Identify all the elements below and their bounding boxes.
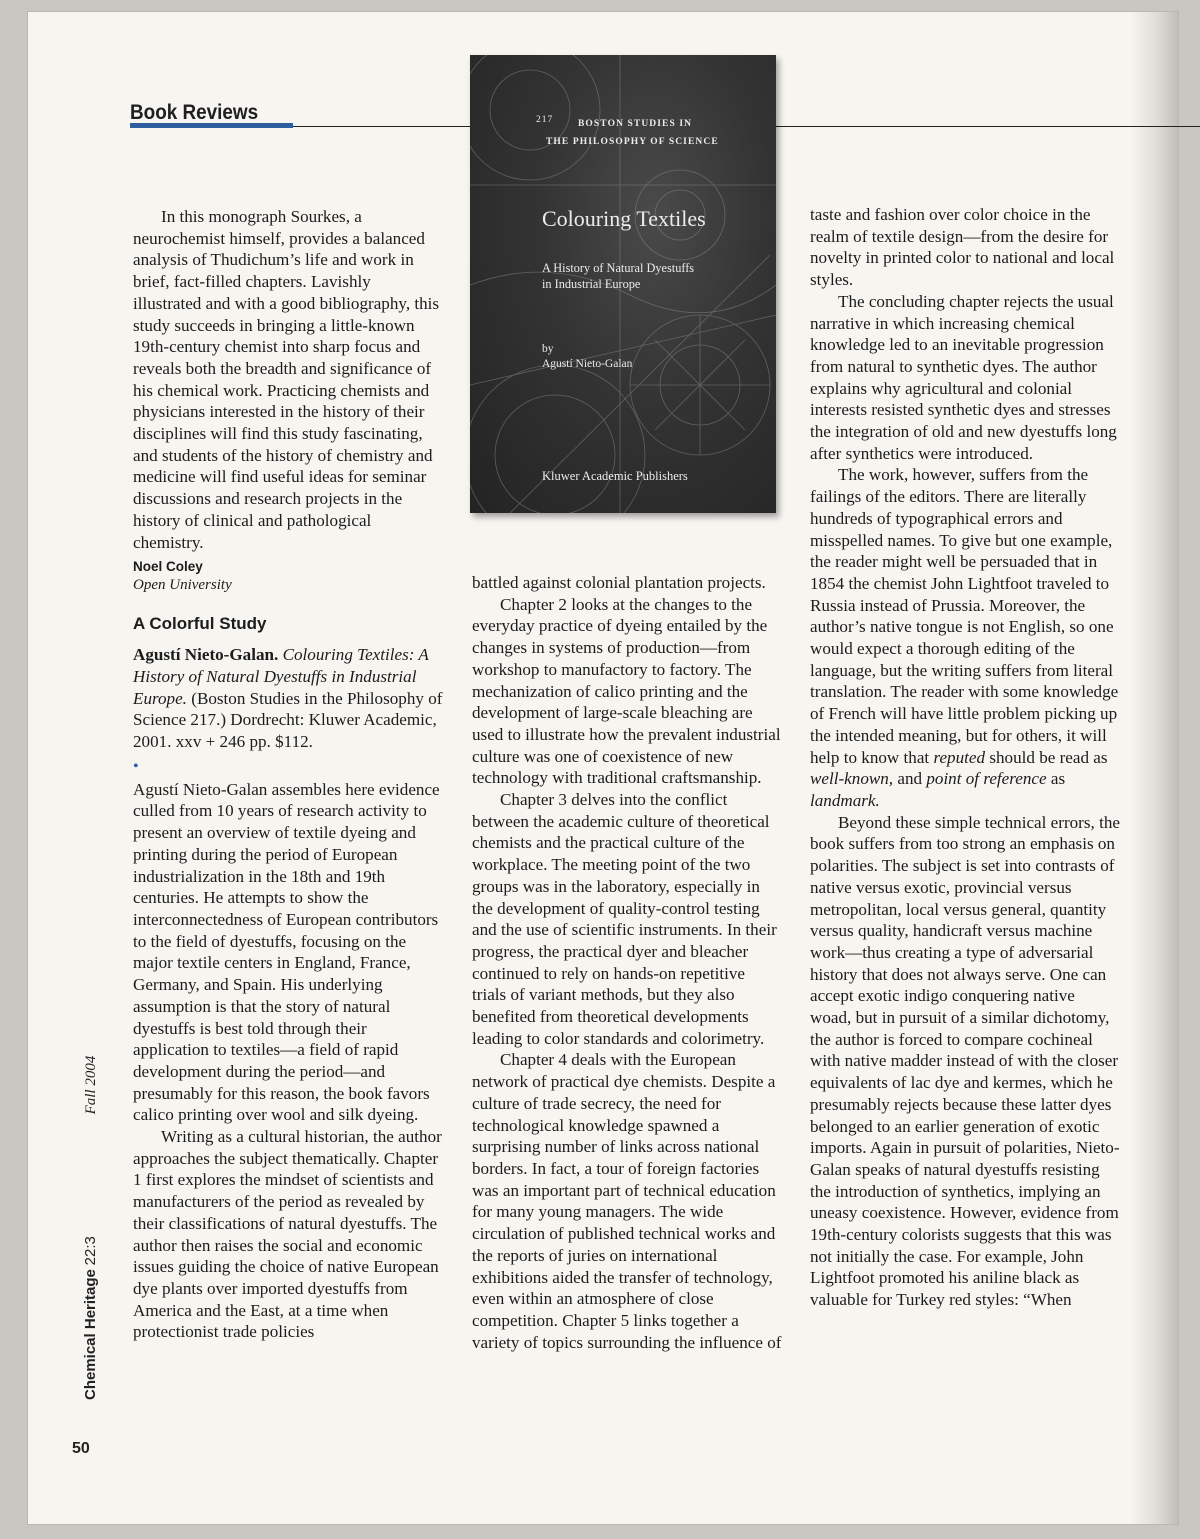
cover-subtitle-line: A History of Natural Dyestuffs <box>542 261 695 275</box>
emphasis: landmark. <box>810 790 880 810</box>
text-run: The work, however, suffers from the failings of the editors. There are literally hundreds of typographical errors and misspelled names. To give but one example, the reader might well be persuaded that in 1854 the chemist John Lightfoot traveled to Russia instead of Prussia. Moreover, the author’s native tongue is not English, so one would expect a thorough editing of the language, but the writing suffers from literal translation. The reader with some knowledge of French will have little problem picking up the intended meaning, but for others, it will help to know that <box>810 465 1119 767</box>
cover-subtitle <box>542 260 742 292</box>
cover-series-number: 217 <box>536 115 554 125</box>
text-run: and <box>897 769 923 789</box>
running-footer <box>82 1056 100 1400</box>
review-heading: A Colorful Study <box>133 614 267 634</box>
emphasis: point of reference <box>926 769 1047 789</box>
bullet-icon: • <box>133 757 139 775</box>
cover-series-line: BOSTON STUDIES IN <box>578 119 693 129</box>
cover-publisher: Kluwer Academic Publishers <box>542 469 688 483</box>
cover-byline <box>542 342 632 372</box>
column-2 <box>472 572 782 1353</box>
cover-by: by <box>542 343 554 355</box>
body-paragraph: battled against colonial plantation projects. <box>472 573 766 592</box>
page-curl-shadow <box>1130 12 1178 1524</box>
body-paragraph: Chapter 3 delves into the conflict between the academic culture of theoretical chemists and the practical culture of the workplace. The meeting point of the two groups was in the laboratory, especially in the development of quality-control testing and the use of scientific instruments. In their progress, the practical dyer and bleacher continued to rely on hands-on repetitive trials of variant methods, but they also benefited from theoretical developments leading to color standards and colorimetry. <box>472 790 777 1048</box>
citation-author: Agustí Nieto-Galan. <box>133 645 279 665</box>
journal-volume: 22:3 <box>82 1236 99 1266</box>
text-run: should be read as <box>989 747 1108 767</box>
book-citation <box>133 644 443 753</box>
citation-title: Colouring Textiles: A History of Natural Dyestuffs in Industrial Europe. <box>133 645 429 708</box>
citation-details: (Boston Studies in the Philosophy of Science 217.) Dordrecht: Kluwer Academic, 2001. xxv + 246 pp. $112. <box>133 688 443 752</box>
body-paragraph: In this monograph Sourkes, a neurochemist himself, provides a balanced analysis of Thudichum’s life and work in brief, fact-filled chapters. Lavishly illustrated and with a good bibliography, this study succeeds in bringing a little-known 19th-century chemist into sharp focus and reveals both the breadth and significance of his chemical work. Practicing chemists and physicians interested in the history of their disciplines will find this study fascinating, and students of the history of chemistry and medicine will find useful ideas for seminar discussions and research projects in the history of clinical and pathological chemistry. <box>133 207 440 552</box>
body-paragraph: Agustí Nieto-Galan assembles here evidence culled from 10 years of research activity to present an overview of textile dyeing and printing during the period of European industrialization in the 18th and 19th centuries. He attempts to show the interconnectedness of European contributors to the field of dyestuffs, focusing on the major textile centers in England, France, Germany, and Spain. His underlying assumption is that the story of natural dyestuffs is best told through their application to textiles—a field of rapid development during the period—and presumably for this reason, the book favors calico printing over wool and silk dyeing. <box>133 779 440 1125</box>
emphasis: well-known, <box>810 769 894 789</box>
body-paragraph: Writing as a cultural historian, the author approaches the subject thematically. Chapter 1 first explores the mindset of scientists and manufacturers of the period as revealed by their classifications of natural dyestuffs. The author then raises the social and economic issues guiding the choice of native European dye plants over imported dyestuffs from America and the East, at a time when protectionist trade policies <box>133 1127 442 1342</box>
cover-author: Agustí Nieto-Galan <box>542 358 633 370</box>
section-label: Book Reviews <box>130 101 259 124</box>
book-cover-image <box>470 55 776 513</box>
body-paragraph: Beyond these simple technical errors, the book suffers from too strong an emphasis on polarities. The subject is set into contrasts of native versus exotic, provincial versus metropolitan, local versus general, quantity versus quality, handicraft versus machine work—thus creating a type of adversarial history that does not always serve. One can accept exotic indigo conquering native woad, but in pursuit of a similar dichotomy, the author is forced to compare cochineal with native madder instead of with the closer equivalents of lac dye and kermes, which he presumably rejects because these latter dyes belonged to an earlier generation of exotic imports. Again in pursuit of polarities, Nieto-Galan speaks of natural dyestuffs resisting the introduction of synthetics, implying an uneasy coexistence. However, evidence from 19th-century colorists suggests that this was not initially the case. For example, John Lightfoot promoted his aniline black as valuable for Turkey red styles: “When <box>810 812 1120 1310</box>
column-3 <box>810 204 1120 1311</box>
cover-title: Colouring Textiles <box>542 206 706 231</box>
body-paragraph: taste and fashion over color choice in the realm of textile design—from the desire for novelty in printed color to national and local styles. <box>810 205 1115 290</box>
reviewer-affiliation: Open University <box>133 577 232 594</box>
issue-season: Fall 2004 <box>83 1055 99 1115</box>
reviewer-name: Noel Coley <box>133 559 203 575</box>
body-paragraph: The concluding chapter rejects the usual narrative in which increasing chemical knowledge led to an inevitable progression from natural to synthetic dyes. The author explains why agricultural and colonial interests resisted synthetic dyes and stresses the integration of old and new dyestuffs long after synthetics were introduced. <box>810 291 1117 463</box>
cover-series-title <box>546 115 768 151</box>
column-1 <box>133 206 443 1343</box>
cover-subtitle-line: in Industrial Europe <box>542 277 641 291</box>
journal-name: Chemical Heritage <box>82 1269 99 1400</box>
emphasis: reputed <box>933 747 986 767</box>
body-paragraph <box>810 464 1120 811</box>
page-number: 50 <box>72 1440 90 1457</box>
body-paragraph: Chapter 2 looks at the changes to the everyday practice of dyeing entailed by the changes in systems of production—from workshop to manufactory to factory. The mechanization of calico printing and the development of large-scale bleaching are used to illustrate how the prevalent industrial culture was one of coexistence of new technology with traditional craftsmanship. <box>472 594 781 788</box>
body-paragraph: Chapter 4 deals with the European network of practical dye chemists. Despite a culture of trade secrecy, the need for technological knowledge spawned a surprising number of links across national borders. In fact, a tour of foreign factories was an important part of technical education for many young managers. The wide circulation of published technical works and the reports of juries on international exhibitions aided the transfer of technology, even within an atmosphere of close competition. Chapter 5 links together a variety of topics surrounding the influence of <box>472 1050 782 1352</box>
cover-series-line: THE PHILOSOPHY OF SCIENCE <box>546 137 719 147</box>
text-run: as <box>1050 769 1066 789</box>
